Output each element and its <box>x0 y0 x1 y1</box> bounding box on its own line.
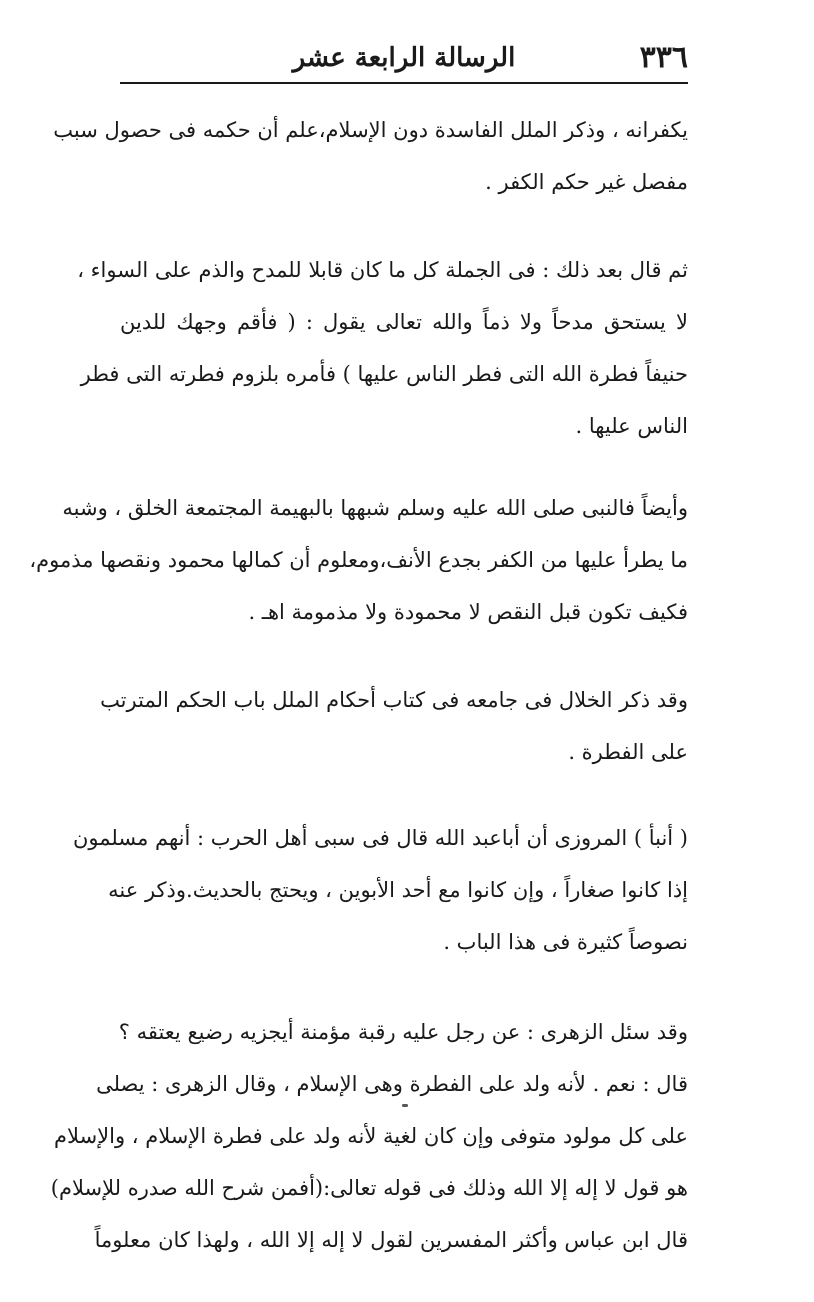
running-header <box>120 38 688 82</box>
paragraph <box>50 1006 688 1266</box>
text-line: هو قول لا إله إلا الله وذلك فى قوله تعالى:(أفمن شرح الله صدره للإسلام) <box>50 1176 688 1200</box>
chapter-title: الرسالة الرابعة عشر <box>292 43 516 73</box>
text-line: نصوصاً كثيرة فى هذا الباب . <box>443 930 688 954</box>
text-line: وقد سئل الزهرى : عن رجل عليه رقبة مؤمنة أيجزيه رضيع يعتقه ؟ <box>118 1020 688 1044</box>
paragraph <box>53 104 688 208</box>
header-rule <box>120 82 688 84</box>
text-line: ثم قال بعد ذلك : فى الجملة كل ما كان قابلا للمدح والذم على السواء ، <box>77 258 688 282</box>
text-line: إذا كانوا صغاراً ، وإن كانوا مع أحد الأبوين ، ويحتج بالحديث.وذكر عنه <box>108 878 688 902</box>
text-line: قال : نعم . لأنه ولد على الفطرة وهى الإسلام ، وقال الزهرى : يصلى <box>96 1072 688 1096</box>
paragraph <box>77 244 688 452</box>
page-number: ٣٣٦ <box>639 40 688 75</box>
text-line: يكفرانه ، وذكر الملل الفاسدة دون الإسلام،علم أن حكمه فى حصول سبب <box>53 118 688 142</box>
paragraph <box>73 812 688 968</box>
body-text <box>29 104 688 1302</box>
paragraph <box>100 674 688 778</box>
text-line: قال ابن عباس وأكثر المفسرين لقول لا إله إلا الله ، ولهذا كان معلوماً <box>94 1228 688 1252</box>
text-line: ما يطرأ عليها من الكفر بجدع الأنف،ومعلوم أن كمالها محمود ونقصها مذموم، <box>29 548 688 572</box>
text-line: وأيضاً فالنبى صلى الله عليه وسلم شبهها بالبهيمة المجتمعة الخلق ، وشبه <box>62 496 688 520</box>
text-line: لا يستحق مدحاً ولا ذماً والله تعالى يقول : ( فأقم وجهك للدين <box>120 310 688 334</box>
text-line: ( أنبأ ) المروزى أن أباعبد الله قال فى سبى أهل الحرب : أنهم مسلمون <box>73 826 688 850</box>
text-line: فكيف تكون قبل النقص لا محمودة ولا مذمومة اهـ . <box>248 600 688 624</box>
text-line: على كل مولود متوفى وإن كان لغية لأنه ولد على فطرة الإسلام ، والإسلام <box>54 1124 688 1148</box>
text-line: وقد ذكر الخلال فى جامعه فى كتاب أحكام الملل باب الحكم المترتب <box>100 688 688 712</box>
print-speck <box>402 1104 408 1107</box>
text-line: على الفطرة . <box>568 740 688 764</box>
text-line: حنيفاً فطرة الله التى فطر الناس عليها ) فأمره بلزوم فطرته التى فطر <box>80 362 688 386</box>
text-line: الناس عليها . <box>575 414 688 438</box>
text-line: مفصل غير حكم الكفر . <box>485 170 688 194</box>
paragraph <box>29 482 688 638</box>
